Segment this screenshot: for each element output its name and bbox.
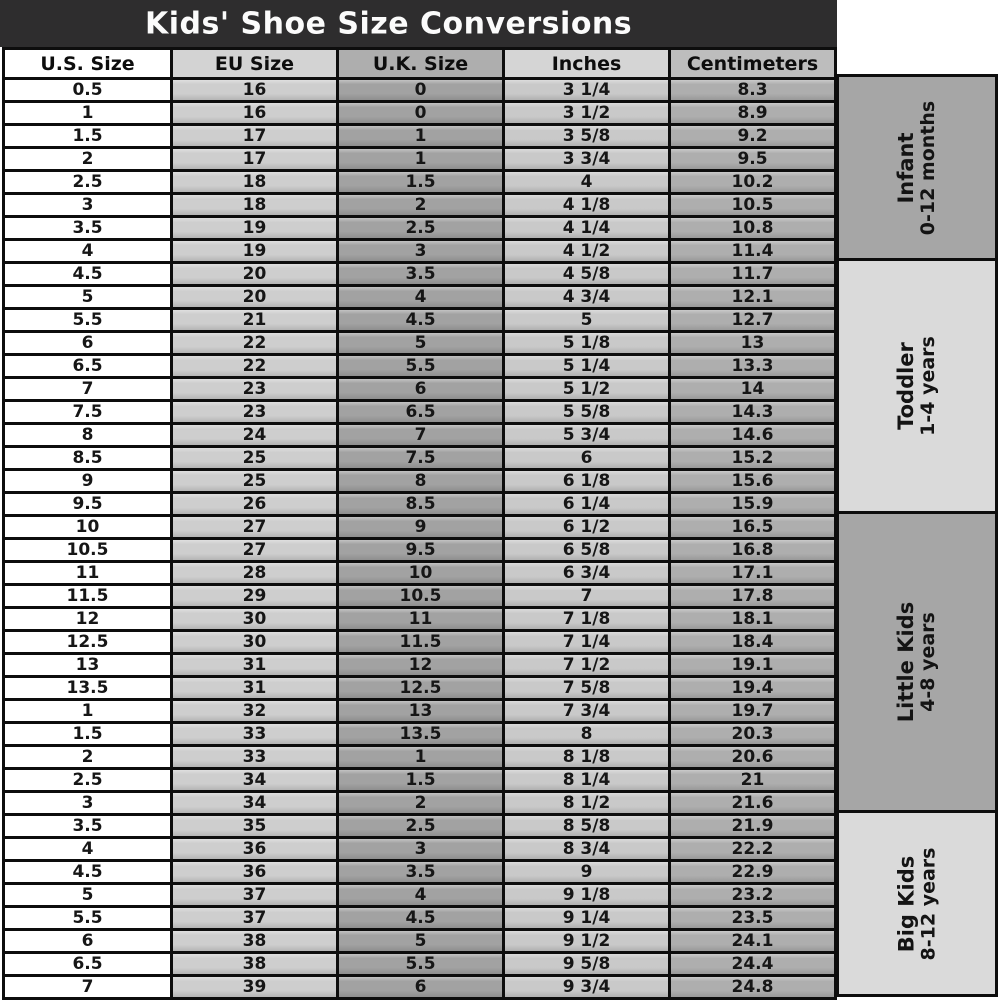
inches-cell: 7 1/2 [505, 655, 668, 675]
centimeters-cell: 10.5 [671, 195, 834, 215]
centimeters-cell: 16.5 [671, 517, 834, 537]
us-size-cell: 8.5 [5, 448, 170, 468]
centimeters-cell: 24.8 [671, 977, 834, 997]
eu-size-cell: 38 [173, 931, 336, 951]
inches-cell: 8 1/2 [505, 793, 668, 813]
inches-cell: 6 1/2 [505, 517, 668, 537]
centimeters-cell: 15.2 [671, 448, 834, 468]
centimeters-cell: 19.7 [671, 701, 834, 721]
uk-size-cell: 3 [339, 839, 502, 859]
header-uk-size: U.K. Size [339, 50, 502, 77]
us-size-cell: 2 [5, 747, 170, 767]
uk-size-cell: 4.5 [339, 908, 502, 928]
inches-cell: 7 [505, 586, 668, 606]
us-size-cell: 13.5 [5, 678, 170, 698]
inches-cell: 6 5/8 [505, 540, 668, 560]
uk-size-cell: 12.5 [339, 678, 502, 698]
centimeters-cell: 11.4 [671, 241, 834, 261]
centimeters-cell: 18.4 [671, 632, 834, 652]
eu-size-cell: 22 [173, 333, 336, 353]
us-size-cell: 1.5 [5, 724, 170, 744]
eu-size-cell: 20 [173, 264, 336, 284]
us-size-cell: 3 [5, 793, 170, 813]
inches-cell: 9 [505, 862, 668, 882]
uk-size-cell: 7 [339, 425, 502, 445]
centimeters-cell: 23.5 [671, 908, 834, 928]
uk-size-cell: 8 [339, 471, 502, 491]
inches-cell: 4 5/8 [505, 264, 668, 284]
centimeters-cell: 11.7 [671, 264, 834, 284]
us-size-cell: 2.5 [5, 172, 170, 192]
us-size-cell: 3.5 [5, 218, 170, 238]
centimeters-cell: 18.1 [671, 609, 834, 629]
inches-cell: 4 1/4 [505, 218, 668, 238]
us-size-cell: 12.5 [5, 632, 170, 652]
centimeters-cell: 23.2 [671, 885, 834, 905]
inches-cell: 5 1/2 [505, 379, 668, 399]
centimeters-cell: 21 [671, 770, 834, 790]
age-band-infant-text: Infant 0-12 months [894, 100, 940, 235]
us-size-cell: 11.5 [5, 586, 170, 606]
uk-size-cell: 6.5 [339, 402, 502, 422]
centimeters-cell: 20.6 [671, 747, 834, 767]
uk-size-cell: 5 [339, 333, 502, 353]
centimeters-cell: 15.9 [671, 494, 834, 514]
eu-size-cell: 33 [173, 724, 336, 744]
inches-cell: 8 1/8 [505, 747, 668, 767]
eu-size-cell: 29 [173, 586, 336, 606]
us-size-cell: 4 [5, 241, 170, 261]
centimeters-cell: 20.3 [671, 724, 834, 744]
eu-size-cell: 19 [173, 218, 336, 238]
eu-size-cell: 17 [173, 126, 336, 146]
uk-size-cell: 13.5 [339, 724, 502, 744]
uk-size-cell: 0 [339, 80, 502, 100]
inches-cell: 7 3/4 [505, 701, 668, 721]
eu-size-cell: 18 [173, 172, 336, 192]
inches-cell: 6 1/8 [505, 471, 668, 491]
us-size-cell: 12 [5, 609, 170, 629]
us-size-cell: 10.5 [5, 540, 170, 560]
centimeters-cell: 14.3 [671, 402, 834, 422]
uk-size-cell: 5.5 [339, 356, 502, 376]
centimeters-cell: 22.2 [671, 839, 834, 859]
centimeters-cell: 22.9 [671, 862, 834, 882]
uk-size-cell: 13 [339, 701, 502, 721]
inches-cell: 9 5/8 [505, 954, 668, 974]
uk-size-cell: 2 [339, 195, 502, 215]
uk-size-cell: 10 [339, 563, 502, 583]
us-size-cell: 11 [5, 563, 170, 583]
age-band-toddler [839, 261, 995, 511]
eu-size-cell: 33 [173, 747, 336, 767]
eu-size-cell: 16 [173, 103, 336, 123]
inches-cell: 9 1/2 [505, 931, 668, 951]
uk-size-cell: 2 [339, 793, 502, 813]
centimeters-cell: 12.7 [671, 310, 834, 330]
inches-cell: 7 1/8 [505, 609, 668, 629]
centimeters-cell: 9.2 [671, 126, 834, 146]
inches-cell: 5 1/4 [505, 356, 668, 376]
inches-cell: 7 1/4 [505, 632, 668, 652]
inches-cell: 3 1/4 [505, 80, 668, 100]
us-size-cell: 2 [5, 149, 170, 169]
eu-size-cell: 21 [173, 310, 336, 330]
centimeters-cell: 10.2 [671, 172, 834, 192]
age-band-big-kids-text: Big Kids 8-12 years [894, 847, 940, 960]
us-size-cell: 5 [5, 287, 170, 307]
eu-size-cell: 17 [173, 149, 336, 169]
us-size-cell: 7 [5, 977, 170, 997]
us-size-cell: 8 [5, 425, 170, 445]
inches-cell: 5 1/8 [505, 333, 668, 353]
centimeters-cell: 15.6 [671, 471, 834, 491]
uk-size-cell: 9 [339, 517, 502, 537]
age-band-infant [839, 77, 995, 258]
inches-cell: 9 1/4 [505, 908, 668, 928]
header-centimeters: Centimeters [671, 50, 834, 77]
uk-size-cell: 10.5 [339, 586, 502, 606]
us-size-cell: 2.5 [5, 770, 170, 790]
eu-size-cell: 31 [173, 655, 336, 675]
centimeters-cell: 14 [671, 379, 834, 399]
inches-cell: 8 3/4 [505, 839, 668, 859]
centimeters-cell: 24.1 [671, 931, 834, 951]
us-size-cell: 9.5 [5, 494, 170, 514]
eu-size-cell: 31 [173, 678, 336, 698]
us-size-cell: 6 [5, 931, 170, 951]
centimeters-cell: 12.1 [671, 287, 834, 307]
uk-size-cell: 3 [339, 241, 502, 261]
uk-size-cell: 3.5 [339, 862, 502, 882]
header-eu-size: EU Size [173, 50, 336, 77]
eu-size-cell: 37 [173, 908, 336, 928]
inches-cell: 4 1/8 [505, 195, 668, 215]
uk-size-cell: 5.5 [339, 954, 502, 974]
centimeters-cell: 16.8 [671, 540, 834, 560]
eu-size-cell: 27 [173, 517, 336, 537]
inches-cell: 8 1/4 [505, 770, 668, 790]
inches-cell: 8 [505, 724, 668, 744]
age-band-toddler-text: Toddler 1-4 years [894, 336, 940, 436]
eu-size-cell: 20 [173, 287, 336, 307]
centimeters-cell: 13 [671, 333, 834, 353]
eu-size-cell: 38 [173, 954, 336, 974]
us-size-cell: 4.5 [5, 264, 170, 284]
inches-cell: 9 3/4 [505, 977, 668, 997]
us-size-cell: 4.5 [5, 862, 170, 882]
us-size-cell: 6.5 [5, 356, 170, 376]
uk-size-cell: 1.5 [339, 172, 502, 192]
inches-cell: 3 1/2 [505, 103, 668, 123]
inches-cell: 9 1/8 [505, 885, 668, 905]
uk-size-cell: 6 [339, 977, 502, 997]
inches-cell: 8 5/8 [505, 816, 668, 836]
eu-size-cell: 37 [173, 885, 336, 905]
eu-size-cell: 36 [173, 862, 336, 882]
uk-size-cell: 11 [339, 609, 502, 629]
centimeters-cell: 21.6 [671, 793, 834, 813]
uk-size-cell: 7.5 [339, 448, 502, 468]
eu-size-cell: 32 [173, 701, 336, 721]
us-size-cell: 9 [5, 471, 170, 491]
inches-cell: 4 [505, 172, 668, 192]
page-title: Kids' Shoe Size Conversions [145, 6, 633, 41]
centimeters-cell: 10.8 [671, 218, 834, 238]
eu-size-cell: 18 [173, 195, 336, 215]
us-size-cell: 5.5 [5, 908, 170, 928]
uk-size-cell: 4.5 [339, 310, 502, 330]
inches-cell: 6 3/4 [505, 563, 668, 583]
centimeters-cell: 21.9 [671, 816, 834, 836]
uk-size-cell: 11.5 [339, 632, 502, 652]
us-size-cell: 13 [5, 655, 170, 675]
uk-size-cell: 1 [339, 126, 502, 146]
centimeters-cell: 19.1 [671, 655, 834, 675]
centimeters-cell: 24.4 [671, 954, 834, 974]
eu-size-cell: 24 [173, 425, 336, 445]
centimeters-cell: 19.4 [671, 678, 834, 698]
eu-size-cell: 35 [173, 816, 336, 836]
header-us-size: U.S. Size [5, 50, 170, 77]
age-band-big-kids [839, 813, 995, 994]
us-size-cell: 0.5 [5, 80, 170, 100]
inches-cell: 4 3/4 [505, 287, 668, 307]
us-size-cell: 7 [5, 379, 170, 399]
header-inches: Inches [505, 50, 668, 77]
centimeters-cell: 14.6 [671, 425, 834, 445]
eu-size-cell: 30 [173, 609, 336, 629]
centimeters-cell: 17.8 [671, 586, 834, 606]
us-size-cell: 6.5 [5, 954, 170, 974]
inches-cell: 5 5/8 [505, 402, 668, 422]
centimeters-cell: 8.9 [671, 103, 834, 123]
uk-size-cell: 2.5 [339, 218, 502, 238]
conversion-table [2, 47, 837, 1000]
uk-size-cell: 5 [339, 931, 502, 951]
eu-size-cell: 25 [173, 471, 336, 491]
us-size-cell: 4 [5, 839, 170, 859]
inches-cell: 3 5/8 [505, 126, 668, 146]
us-size-cell: 1.5 [5, 126, 170, 146]
us-size-cell: 1 [5, 701, 170, 721]
inches-cell: 7 5/8 [505, 678, 668, 698]
eu-size-cell: 25 [173, 448, 336, 468]
us-size-cell: 5 [5, 885, 170, 905]
eu-size-cell: 28 [173, 563, 336, 583]
uk-size-cell: 1.5 [339, 770, 502, 790]
uk-size-cell: 4 [339, 885, 502, 905]
eu-size-cell: 30 [173, 632, 336, 652]
eu-size-cell: 27 [173, 540, 336, 560]
us-size-cell: 10 [5, 517, 170, 537]
eu-size-cell: 34 [173, 793, 336, 813]
uk-size-cell: 3.5 [339, 264, 502, 284]
centimeters-cell: 13.3 [671, 356, 834, 376]
us-size-cell: 3 [5, 195, 170, 215]
uk-size-cell: 6 [339, 379, 502, 399]
eu-size-cell: 23 [173, 379, 336, 399]
uk-size-cell: 9.5 [339, 540, 502, 560]
uk-size-cell: 12 [339, 655, 502, 675]
inches-cell: 6 1/4 [505, 494, 668, 514]
us-size-cell: 5.5 [5, 310, 170, 330]
eu-size-cell: 39 [173, 977, 336, 997]
age-group-rail [836, 74, 998, 997]
centimeters-cell: 17.1 [671, 563, 834, 583]
centimeters-cell: 9.5 [671, 149, 834, 169]
uk-size-cell: 1 [339, 747, 502, 767]
uk-size-cell: 0 [339, 103, 502, 123]
us-size-cell: 7.5 [5, 402, 170, 422]
centimeters-cell: 8.3 [671, 80, 834, 100]
us-size-cell: 6 [5, 333, 170, 353]
us-size-cell: 1 [5, 103, 170, 123]
uk-size-cell: 2.5 [339, 816, 502, 836]
eu-size-cell: 22 [173, 356, 336, 376]
eu-size-cell: 26 [173, 494, 336, 514]
uk-size-cell: 4 [339, 287, 502, 307]
eu-size-cell: 36 [173, 839, 336, 859]
eu-size-cell: 34 [173, 770, 336, 790]
eu-size-cell: 19 [173, 241, 336, 261]
eu-size-cell: 23 [173, 402, 336, 422]
uk-size-cell: 1 [339, 149, 502, 169]
age-band-little-kids-text: Little Kids 4-8 years [894, 601, 940, 723]
eu-size-cell: 16 [173, 80, 336, 100]
age-band-little-kids [839, 514, 995, 810]
title-bar [0, 0, 837, 47]
inches-cell: 4 1/2 [505, 241, 668, 261]
inches-cell: 3 3/4 [505, 149, 668, 169]
inches-cell: 5 3/4 [505, 425, 668, 445]
inches-cell: 6 [505, 448, 668, 468]
us-size-cell: 3.5 [5, 816, 170, 836]
uk-size-cell: 8.5 [339, 494, 502, 514]
inches-cell: 5 [505, 310, 668, 330]
